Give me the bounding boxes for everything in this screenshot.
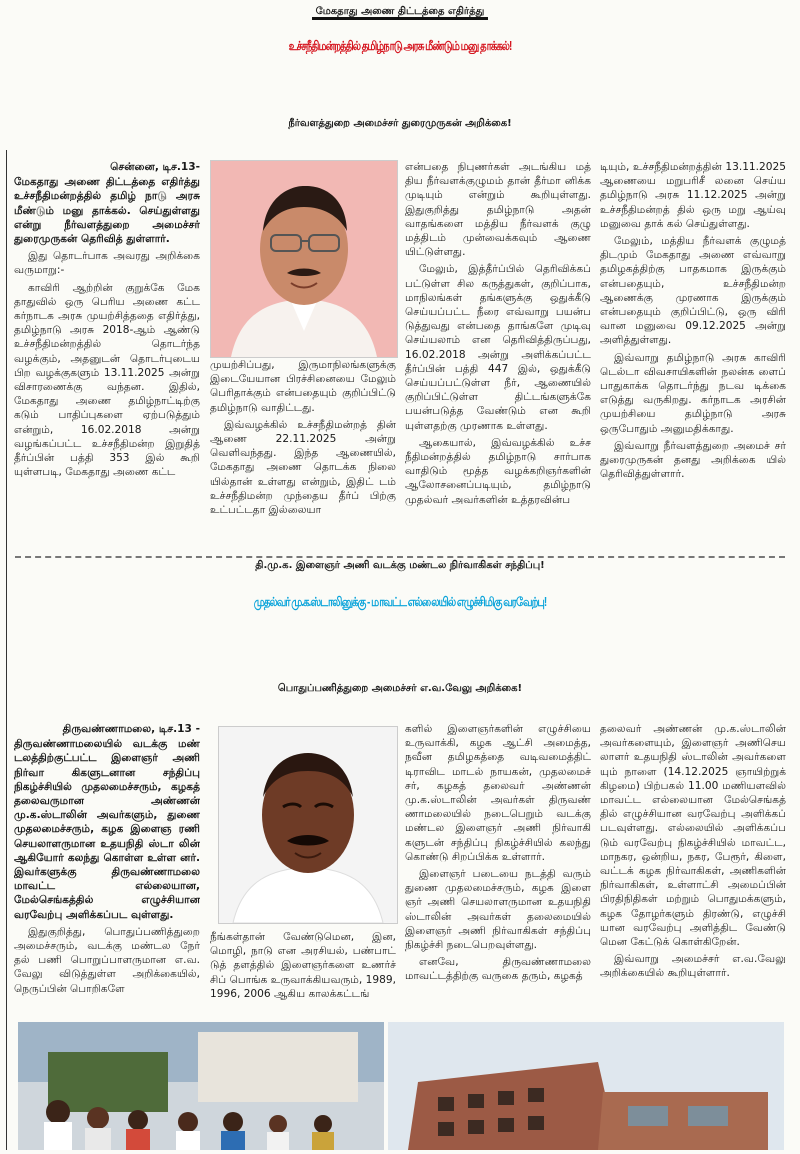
building-illustration bbox=[388, 1022, 784, 1150]
story1-column-2 bbox=[210, 358, 396, 555]
minister-velu-photo bbox=[218, 726, 398, 924]
section-divider bbox=[15, 556, 785, 558]
story1-dateline: சென்னை, டிச.13- bbox=[110, 161, 200, 173]
story1-col4-para: இவ்வாறு நீர்வளத்துறை அமைச் சர் துரைமுருகன் தனது அறிக்கை யில் தெரிவித்துள்ளார். bbox=[600, 439, 786, 481]
story1-col1-para: காவிரி ஆற்றின் குறுக்கே மேக தாதுவில் ஒரு பெரிய அணை கட்ட கர்நாடக அரசு முயற்சித்ததை எதிர்த்து, தமிழ்நாடு அரசு 2018-ஆம் ஆண்டு உச்சநீதிமன்றத்தில் தொடர்ந்த வழக்கும், அதனுடன் தொடர்புடைய பிற வழக்குகளும் 13.11.2025 அன்று விசாரணைக்கு வந்தன. இதில், மேகதாது அணை தமிழ்நாட்டிற்கு கடும் பாதிப்புகளை ஏற்படுத்தும் என்றும், 16.02.2018 அன்று வழங்கப்பட்ட உச்சநீதிமன்ற இறுதித் தீர்ப்பின் பத்தி 353 இல் கூறி யுள்ளபடி, மேகதாது அணை கட்ட bbox=[14, 281, 200, 479]
story1-col1-para: இது தொடர்பாக அவரது அறிக்கை வருமாறு:- bbox=[14, 250, 200, 277]
story2-col4-para: தலைவர் அண்ணன் மு.க.ஸ்டாலின் அவர்களையும், இளைஞர் அணிசெய லாளர் உதயநிதி ஸ்டாலின் அவர்களை யும் நாளை (14.12.2025 ஞாயிற்றுக் கிழமை) பிற்பகல் 11.00 மணியளவில் மாவட்ட எல்லையான மேல்செங்கத் தில் எழுச்சியான வரவேற்பு அளிக்கப் படவுள்ளது. எல்லையில் அளிக்கப்ப டும் வரவேற்பு நிகழ்ச்சியில் மாவட்ட, மாநகர, ஒன்றிய, நகர, பேரூர், கிளை, வட்டக் கழக நிர்வாகிகள், அணிகளின் நிர்வாகிகள், உள்ளாட்சி அமைப்பின் பிரதிநிதிகள் மற்றும் பொதுமக்களும், கழக தோழர்களும் திரண்டு, எழுச்சி யான வரவேற்பு அளித்திட வேண்டு மென கேட்டுக் கொள்கிறேன். bbox=[600, 723, 786, 949]
story1-column-3 bbox=[405, 160, 591, 555]
story1-subhead: நீர்வளத்துறை அமைச்சர் துரைமுருகன் அறிக்கை! bbox=[288, 118, 512, 129]
story2-col2-para: நீங்கள்தான் வேண்டுமென, இன, மொழி, நாடு என அரசியல், பண்பாட் டுத் தளத்தில் இளைஞர்களை உணர்ச் சிப் பொங்க உருவாக்கியவரும், 1989, 1996, 2006 ஆகிய காலக்கட்டங் bbox=[210, 931, 396, 1000]
story1-kicker: மேகதாது அணை திட்டத்தை எதிர்த்து bbox=[0, 6, 800, 18]
story1-headline: உச்சநீதிமன்றத்தில் தமிழ்நாடு அரசு மீண்டும் மனு தாக்கல்! bbox=[288, 40, 512, 54]
story2-headline: முதல்வர் மு.க.ஸ்டாலினுக்கு - மாவட்ட எல்லையில் எழுச்சிமிகு வரவேற்பு! bbox=[253, 596, 547, 610]
story2-col3-para: களில் இளைஞர்களின் எழுச்சியை உருவாக்கி, கழக ஆட்சி அமைத்த, நவீன தமிழகத்தை வடிவமைத்திட் டிராவிட மாடல் நாயகன், முதலமைச் சர், கழகத் தலைவர் அண்ணன் மு.க.ஸ்டாலின் அவர்கள் திருவண் ணாமலையில் நடைபெறும் வடக்கு மண்டல இளைஞர் அணி நிர்வாகி களுடன் சந்திப்பு நிகழ்ச்சியில் கலந்து கொண்டு சிறப்பிக்க உள்ளார். bbox=[405, 723, 591, 863]
story2-col3-para: இளைஞர் படையை நடத்தி வரும் துணை முதலமைச்சரும், கழக இளை ஞர் அணி செயலாளருமான உதயநிதி ஸ்டாலின் அவர்கள் தலைமையில் இளைஞர் அணி நிர்வாகிகள் சந்திப்பு நிகழ்ச்சி நடைபெறவுள்ளது. bbox=[405, 868, 591, 952]
story2-kicker: தி.மு.க. இளைஞர் அணி வடக்கு மண்டல நிர்வாகிகள் சந்திப்பு! bbox=[255, 560, 545, 571]
story1-col3-para: என்பதை நிபுணர்கள் அடங்கிய மத் திய நீர்வளக்குழுமம் தான் தீர்மா னிக்க முடியும் என்றும் கூறியுள்ளது. இதுகுறித்து தமிழ்நாடு அதன் வாதங்களை மத்திய நீர்வளக் குழு மத்திடம் முன்வைக்கவும் ஆணை யிட்டுள்ளது. bbox=[405, 161, 591, 259]
story1-col4-para: மேலும், மத்திய நீர்வளக் குழுமத் திடமும் மேகதாது அணை எவ்வாறு தமிழகத்திற்கு பாதகமாக இருக்கும் என்பதையும், உச்சநீதிமன்ற ஆணைக்கு முரணாக இருக்கும் என்பதையும் குறிப்பிட்டு, ஒரு விரி வான மனுவை 09.12.2025 அன்று அளித்துள்ளது. bbox=[600, 235, 786, 347]
story2-column-1 bbox=[14, 722, 200, 1017]
portrait-illustration bbox=[211, 161, 397, 357]
story1-col3-para: மேலும், இத்தீர்ப்பில் தெரிவிக்கப் பட்டுள்ள சில கருத்துகள், குறிப்பாக, மாநிலங்கள் தங்களுக்கு ஒதுக்கீடு செய்யப்பட்ட நீரை எவ்வாறு பயன்ப டுத்துவது என்பதை தாங்களே முடிவு செய்யலாம் என தெரிவித்திருப்பது, 16.02.2018 அன்று அளிக்கப்பட்ட தீர்ப்பின் பத்தி 447 இல், ஒதுக்கீடு செய்யப்பட்டுள்ள நீர், ஆணையில் குறிப்பிட்டுள்ள திட்டங்களுக்கே பயன்படுத்த வேண்டும் என கூறி யுள்ளதற்கு முரணாக உள்ளது. bbox=[405, 263, 591, 432]
story1-col3-para: ஆகையால், இவ்வழக்கில் உச்ச நீதிமன்றத்தில் தமிழ்நாடு சார்பாக வாதிடும் மூத்த வழக்கறிஞர்களின் ஆலோசனைப்படியும், தமிழ்நாடு முதல்வர் அவர்களின் உத்தரவின்ப bbox=[405, 436, 591, 506]
story2-col1-para: இதுகுறித்து, பொதுப்பணித்துறை அமைச்சரும், வடக்கு மண்டல நேர் தல் பணி பொறுப்பாளருமான எ.வ. வேலு விடுத்துள்ள அறிக்கையில், நெருப்பின் பொறிகளே bbox=[14, 925, 200, 995]
story2-column-2 bbox=[210, 930, 396, 1018]
story2-column-3 bbox=[405, 722, 591, 1017]
portrait-illustration bbox=[219, 727, 397, 923]
story1-col4-para: இவ்வாறு தமிழ்நாடு அரசு காவிரி டெல்டா விவசாயிகளின் நலன்க ளைப் பாதுகாக்க தொடர்ந்து நடவ டிக்கை எடுத்து வருகிறது. கர்நாடக அரசின் முயற்சியை தமிழ்நாடு அரசு ஒருபோதும் அனுமதிக்காது. bbox=[600, 351, 786, 435]
story1-col2-para: முயற்சிப்பது, இருமாநிலங்களுக்கு இடையேயான பிரச்சினையை மேலும் பெரிதாக்கும் என்பதையும் குறிப்பிட்டு தமிழ்நாடு வாதிட்டது. bbox=[210, 359, 396, 414]
story2-col3-para: எனவே, திருவண்ணாமலை மாவட்டத்திற்கு வருகை தரும், கழகத் bbox=[405, 956, 591, 983]
story2-subhead: பொதுப்பணித்துறை அமைச்சர் எ.வ.வேலு அறிக்கை! bbox=[277, 683, 523, 694]
story1-column-1 bbox=[14, 160, 200, 555]
story1-col1-para: மேகதாது அணை திட்டத்தை எதிர்த்து உச்சநீதிமன்றத்தில் தமிழ் நாடு அரசு மீண்டும் மனு தாக்கல். செய்துள்ளது என்று நீர்வளத்துறை அமைச்சர் துரைமுருகன் தெரிவித் துள்ளார். bbox=[14, 176, 200, 246]
story1-column-4 bbox=[600, 160, 786, 555]
story1-col4-para: டியும், உச்சநீதிமன்றத்தின் 13.11.2025 ஆணையை மறுபரிசீ லனை செய்ய தமிழ்நாடு அரசு 11.12.2025 அன்று உச்சநீதிமன்றத் தில் ஒரு மறு ஆய்வு மனுவை தாக் கல் செய்துள்ளது. bbox=[600, 161, 786, 230]
minister-duraimurugan-photo bbox=[210, 160, 398, 358]
story2-col4-para: இவ்வாறு அமைச்சர் எ.வ.வேலு அறிக்கையில் கூறியுள்ளார். bbox=[600, 953, 786, 980]
story1-col2-para: இவ்வழக்கில் உச்சநீதிமன்றத் தின் ஆணை 22.11.2025 அன்று வெளிவந்தது. இந்த ஆணையில், மேகதாது அணை தொடக்க நிலை யில்தான் உள்ளது என்றும், இதிட் டம் உச்சநீதிமன்ற முந்தைய தீர்ப் பிற்கு உட்பட்டதா இல்லையா bbox=[210, 418, 396, 517]
story2-col1-para: திருவண்ணாமலையில் வடக்கு மண் டலத்திற்குட்பட்ட இளைஞர் அணி நிர்வா கிகளுடனான சந்திப்பு நிகழ்ச்சியில் முதலமைச்சரும், கழகத் தலைவருமான அண்ணன் மு.க.ஸ்டாலின் அவர்களும், துணை முதலமைச்சரும், கழக இளைஞ ரணி செயலாளருமான உதயநிதி ஸ்டா லின் ஆகியோர் கலந்து கொள்ள உள்ள னர். இவர்களுக்கு திருவண்ணாமலை மாவட்ட எல்லையான, மேல்செங்கத்தில் எழுச்சியான வரவேற்பு அளிக்கப்பட வுள்ளது. bbox=[14, 738, 200, 921]
event-photo-crowd bbox=[18, 1022, 384, 1150]
event-photo-building bbox=[388, 1022, 784, 1150]
left-border-rule bbox=[6, 150, 7, 1150]
crowd-illustration bbox=[18, 1022, 384, 1150]
story2-dateline: திருவண்ணாமலை, டிச.13 - bbox=[62, 723, 200, 735]
story2-column-4 bbox=[600, 722, 786, 1017]
